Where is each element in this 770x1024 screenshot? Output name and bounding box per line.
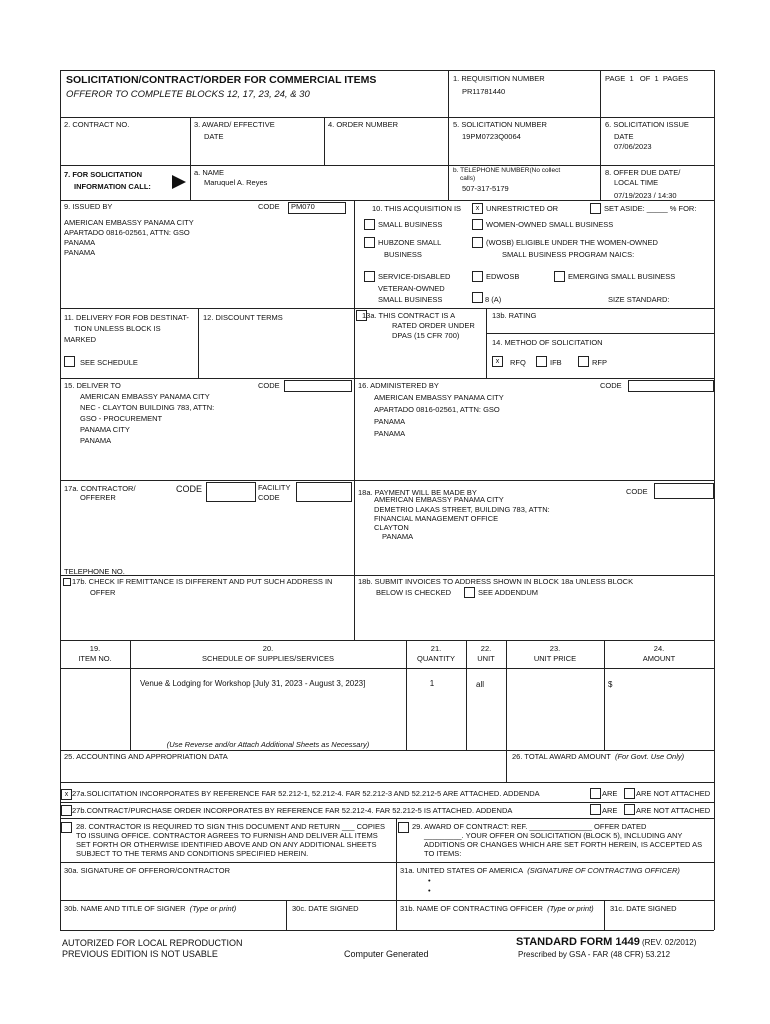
signer-name-label: 30b. NAME AND TITLE OF SIGNER (Type or print) [64,904,237,913]
footer-authorized: AUTORIZED FOR LOCAL REPRODUCTION [62,938,243,948]
col-quantity: 21. [430,644,442,653]
item-amount: $ [608,680,613,689]
small-business-checkbox[interactable] [364,219,375,230]
requisition-label: 1. REQUISITION NUMBER [453,74,545,83]
see-schedule-label: SEE SCHEDULE [80,358,138,367]
27a-are-not-label: ARE NOT ATTACHED [636,789,711,798]
telephone-value: 507-317-5179 [462,184,509,193]
clause-28-line: SET FORTH OR OTHERWISE IDENTIFIED ABOVE AND ON ANY ADDITIONAL SHEETS [76,840,377,849]
contract-no-label: 2. CONTRACT NO. [64,120,130,129]
solicitation-number-label: 5. SOLICITATION NUMBER [453,120,547,129]
rating-label: 13b. RATING [492,311,537,320]
27b-are-not-checkbox[interactable] [624,804,635,815]
27b-are-label: ARE [602,806,618,815]
clause-28-line: TO ISSUING OFFICE. CONTRACTOR AGREES TO FURNISH AND DELIVER ALL ITEMS [76,831,378,840]
col-schedule-label: SCHEDULE OF SUPPLIES/SERVICES [202,654,334,663]
deliver-to-label: 15. DELIVER TO [64,381,121,390]
clause-27b-label: 27b.CONTRACT/PURCHASE ORDER INCORPORATES BY REFERENCE FAR 52.212-4. FAR 52.212-5 IS ATTACHED. ADDENDA [72,806,513,815]
27a-are-checkbox[interactable] [590,788,601,799]
deliver-to-line: GSO - PROCUREMENT [80,414,163,423]
schedule-note: (Use Reverse and/or Attach Additional Sheets as Necessary) [166,740,370,749]
payment-line: DEMETRIO LAKAS STREET, BUILDING 783, ATTN: [374,505,550,514]
issued-by-line: PANAMA [64,248,96,257]
rfp-label: RFP [592,358,607,367]
acquisition-label: 10. THIS ACQUISITION IS [372,204,462,213]
27b-are-checkbox[interactable] [590,804,601,815]
solicitation-info-label: 7. FOR SOLICITATION [64,170,143,179]
wosb-eligible-label: (WOSB) ELIGIBLE UNDER THE WOMEN-OWNED [486,238,658,247]
rfq-checkbox[interactable]: x [492,356,503,367]
clause-28-line: SUBJECT TO THE TERMS AND CONDITIONS SPECIFIED HEREIN. [76,849,309,858]
clause-29-line: 29. AWARD OF CONTRACT: REF. _______________ OFFER DATED [412,822,647,831]
delivery-fob-label-2: TION UNLESS BLOCK IS [74,324,161,333]
contact-name-label: a. NAME [194,168,225,177]
sdvosb-label-2: VETERAN-OWNED [378,284,445,293]
item-description: Venue & Lodging for Workshop [July 31, 2023 - August 3, 2023] [140,679,366,688]
wosb-checkbox[interactable] [472,219,483,230]
setaside-label: SET ASIDE: _____ % FOR: [604,204,697,213]
size-standard-label: SIZE STANDARD: [608,295,670,304]
hubzone-label-2: BUSINESS [384,250,422,259]
submit-invoices-label-2: BELOW IS CHECKED [376,588,452,597]
discount-terms-label: 12. DISCOUNT TERMS [203,313,283,322]
telephone-no-label: TELEPHONE NO. [64,567,125,576]
delivery-fob-label: 11. DELIVERY FOR FOB DESTINAT- [64,313,189,322]
small-business-label: SMALL BUSINESS [378,220,443,229]
clause-27b-checkbox[interactable] [61,805,72,816]
payment-line: CLAYTON [374,523,409,532]
sdvosb-checkbox[interactable] [364,271,375,282]
wosb-eligible-label-2: SMALL BUSINESS PROGRAM NAICS: [502,250,635,259]
rated-order-label: 13a. THIS CONTRACT IS A [362,311,456,320]
offer-due-label: 8. OFFER DUE DATE/ [605,168,681,177]
deliver-to-line: PANAMA CITY [80,425,130,434]
clause-27a-checkbox[interactable]: x [61,789,72,800]
unrestricted-checkbox[interactable]: x [472,203,483,214]
clause-28-checkbox[interactable] [61,822,72,833]
bullet-icon: • [428,876,431,885]
col-item-no: 19. [89,644,101,653]
rated-order-label-2: RATED ORDER UNDER [392,321,475,330]
emerging-label: EMERGING SMALL BUSINESS [568,272,676,281]
remittance-label-2: OFFER [90,588,116,597]
issued-by-line: APARTADO 0816-02561, ATTN: GSO [64,228,190,237]
payment-label: 18a. PAYMENT WILL BE MADE BY [358,488,477,497]
administered-line: PANAMA [374,417,406,426]
administered-line: APARTADO 0816-02561, ATTN: GSO [374,405,500,414]
date-signed-31c-label: 31c. DATE SIGNED [610,904,677,913]
contracting-officer-label: 31b. NAME OF CONTRACTING OFFICER (Type or print) [400,904,594,913]
administered-by-label: 16. ADMINISTERED BY [358,381,439,390]
sdvosb-label-3: SMALL BUSINESS [378,295,443,304]
rfp-checkbox[interactable] [578,356,589,367]
solicitation-number-value: 19PM0723Q0064 [462,132,521,141]
payment-code-label: CODE [626,487,648,496]
col-amount-label: AMOUNT [642,654,676,663]
page-info: PAGE 1 OF 1 PAGES [605,74,689,83]
issued-by-code-label: CODE [258,202,280,211]
delivery-fob-label-3: MARKED [64,335,97,344]
facility-code-label-2: CODE [258,493,280,502]
award-date-label-2: DATE [204,132,224,141]
clause-27a-label: 27a.SOLICITATION INCORPORATES BY REFERENCE FAR 52.212-1, 52.212-4. FAR 52.212-3 AND 52.212-5 ARE ATTACHED. ADDENDA [72,789,540,798]
footer-computer-generated: Computer Generated [344,949,429,959]
offeror-signature-label: 30a. SIGNATURE OF OFFEROR/CONTRACTOR [64,866,230,875]
solicitation-issue-label-2: DATE [614,132,634,141]
clause-29-line: ADDITIONS OR CHANGES WHICH ARE SET FORTH HEREIN, IS ACCEPTED AS [424,840,703,849]
issued-by-label: 9. ISSUED BY [64,202,113,211]
offer-due-label-2: LOCAL TIME [614,178,659,187]
col-schedule: 20. [262,644,274,653]
emerging-checkbox[interactable] [554,271,565,282]
wosb-label: WOMEN-OWNED SMALL BUSINESS [486,220,614,229]
remittance-checkbox[interactable] [63,578,71,586]
payment-line: FINANCIAL MANAGEMENT OFFICE [374,514,499,523]
27a-are-not-checkbox[interactable] [624,788,635,799]
footer-previous-edition: PREVIOUS EDITION IS NOT USABLE [62,949,218,959]
clause-29-checkbox[interactable] [398,822,409,833]
eight-a-checkbox[interactable] [472,292,483,303]
sdvosb-label: SERVICE-DISABLED [378,272,451,281]
payment-line: PANAMA [382,532,414,541]
col-unit-price: 23. [549,644,561,653]
requisition-value: PR11781440 [462,87,506,96]
footer-form-name: STANDARD FORM 1449 (REV. 02/2012) [516,936,697,948]
see-addendum-label: SEE ADDENDUM [478,588,539,597]
solicitation-issue-value: 07/06/2023 [614,142,652,151]
administered-line: AMERICAN EMBASSY PANAMA CITY [374,393,504,402]
facility-code-label: FACILITY [258,483,291,492]
administered-code-label: CODE [600,381,622,390]
col-unit: 22. [480,644,492,653]
payment-line: AMERICAN EMBASSY PANAMA CITY [374,495,504,504]
setaside-checkbox[interactable] [590,203,601,214]
col-unit-price-label: UNIT PRICE [533,654,577,663]
usa-signature-label: 31a. UNITED STATES OF AMERICA (SIGNATURE OF CONTRACTING OFFICER) [400,866,680,875]
col-quantity-label: QUANTITY [417,654,455,663]
col-unit-label: UNIT [477,654,495,663]
clause-29-line: _________. YOUR OFFER ON SOLICITATION (BLOCK 5), INCLUDING ANY [424,831,683,840]
award-date-label: 3. AWARD/ EFFECTIVE [194,120,275,129]
offer-due-value: 07/19/2023 / 14:30 [614,191,677,200]
rated-order-label-3: DPAS (15 CFR 700) [392,331,460,340]
clause-28-line: 28. CONTRACTOR IS REQUIRED TO SIGN THIS DOCUMENT AND RETURN ___ COPIES [76,822,385,831]
solicitation-issue-label: 6. SOLICITATION ISSUE [605,120,689,129]
bullet-icon: • [428,886,431,895]
item-unit: all [476,680,485,689]
deliver-to-line: NEC - CLAYTON BUILDING 783, ATTN: [80,403,215,412]
telephone-label: b. TELEPHONE NUMBER(No collect [453,167,561,174]
contractor-code-label: CODE [176,484,203,494]
telephone-label-2: calls) [460,175,476,182]
see-schedule-checkbox[interactable] [64,356,75,367]
issued-by-line: PANAMA [64,238,96,247]
clause-29-line: TO ITEMS: [424,849,462,858]
method-label: 14. METHOD OF SOLICITATION [492,338,603,347]
arrow-right-icon [172,175,186,189]
27b-are-not-label: ARE NOT ATTACHED [636,806,711,815]
remittance-label: 17b. CHECK IF REMITTANCE IS DIFFERENT AND PUT SUCH ADDRESS IN [72,577,333,586]
accounting-label: 25. ACCOUNTING AND APPROPRIATION DATA [64,752,228,761]
ifb-label: IFB [550,358,562,367]
submit-invoices-label: 18b. SUBMIT INVOICES TO ADDRESS SHOWN IN BLOCK 18a UNLESS BLOCK [358,577,634,586]
issued-by-line: AMERICAN EMBASSY PANAMA CITY [64,218,194,227]
deliver-to-line: PANAMA [80,436,112,445]
edwosb-label: EDWOSB [486,272,520,281]
eight-a-label: 8 (A) [485,295,502,304]
ifb-checkbox[interactable] [536,356,547,367]
date-signed-30c-label: 30c. DATE SIGNED [292,904,359,913]
rfq-label: RFQ [510,358,526,367]
contact-name-value: Maruquel A. Reyes [204,178,268,187]
order-number-label: 4. ORDER NUMBER [328,120,399,129]
col-amount: 24. [653,644,665,653]
edwosb-checkbox[interactable] [472,271,483,282]
contractor-label-2: OFFERER [80,493,116,502]
contractor-label: 17a. CONTRACTOR/ [64,484,136,493]
deliver-to-line: AMERICAN EMBASSY PANAMA CITY [80,392,210,401]
administered-line: PANAMA [374,429,406,438]
form-title: SOLICITATION/CONTRACT/ORDER FOR COMMERCIAL ITEMS [66,74,377,86]
wosb-eligible-checkbox[interactable] [472,237,483,248]
total-award-label: 26. TOTAL AWARD AMOUNT (For Govt. Use Only) [512,752,685,761]
col-item-no-label: ITEM NO. [78,654,112,663]
hubzone-checkbox[interactable] [364,237,375,248]
hubzone-label: HUBZONE SMALL [378,238,442,247]
solicitation-info-label-2: INFORMATION CALL: [74,182,151,191]
deliver-to-code-label: CODE [258,381,280,390]
item-quantity: 1 [429,679,435,688]
form-subtitle: OFFEROR TO COMPLETE BLOCKS 12, 17, 23, 24, & 30 [66,89,310,100]
see-addendum-checkbox[interactable] [464,587,475,598]
issued-by-code-value: PM070 [291,202,315,211]
unrestricted-label: UNRESTRICTED OR [486,204,559,213]
27a-are-label: ARE [602,789,618,798]
footer-prescribed: Prescribed by GSA - FAR (48 CFR) 53.212 [518,950,671,959]
